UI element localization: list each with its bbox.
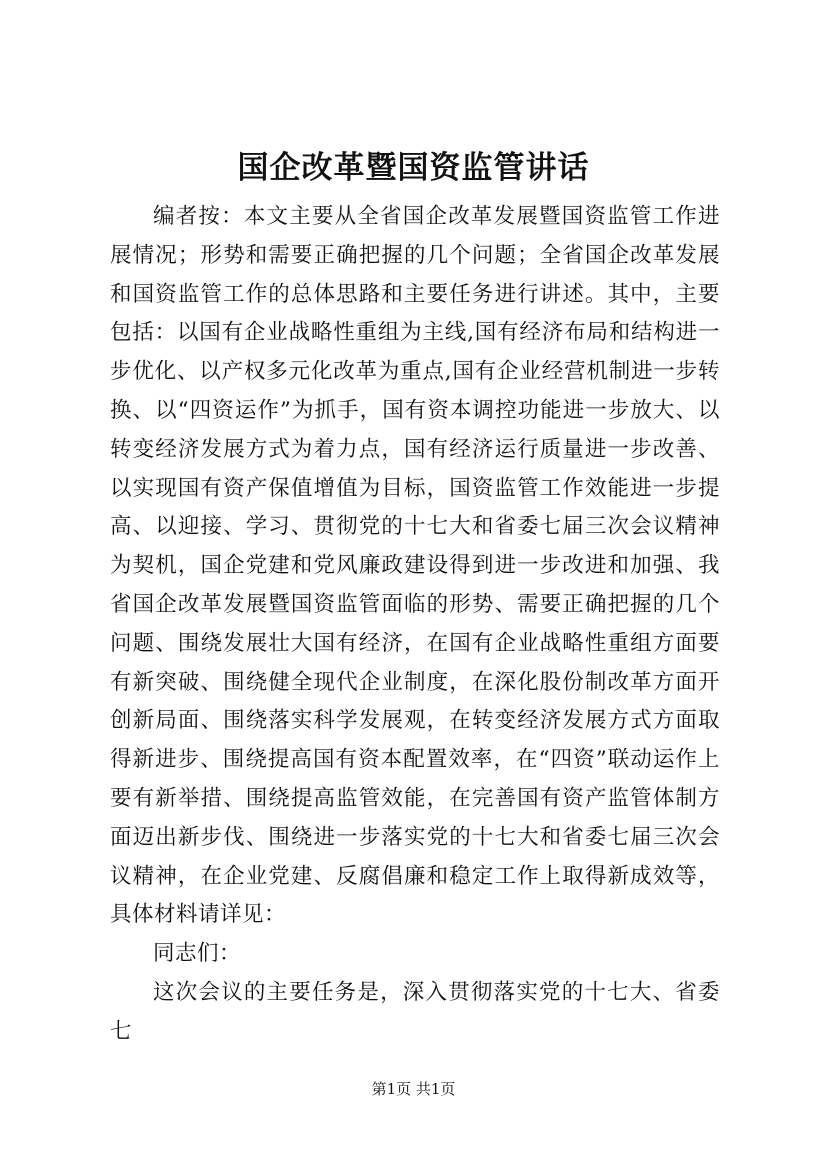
salutation-paragraph: 同志们：	[153, 941, 242, 967]
editor-note-paragraph: 编者按：本文主要从全省国企改革发展暨国资监管工作进展情况；形势和需要正确把握的几个问题；全省国企改革发展和国资监管工作的总体思路和主要任务进行讲述。其中，主要包括：以国有企业战略性重组为主线,国有经济布局和结构进一步优化、以产权多元化改革为重点,国有企业经营机制进一步转换、以“四资运作”为抓手，国有资本调控功能进一步放大、以转变经济发展方式为着力点，国有经济运行质量进一步改善、以实现国有资产保值增值为目标，国资监管工作效能进一步提高、以迎接、学习、贯彻党的十七大和省委七届三次会议精神为契机，国企党建和党风廉政建设得到进一步改进和加强、我省国企改革发展暨国资监管面临的形势、需要正确把握的几个问题、围绕发展壮大国有经济，在国有企业战略性重组方面要有新突破、围绕健全现代企业制度，在深化股份制改革方面开创新局面、围绕落实科学发展观，在转变经济发展方式方面取得新进步、围绕提高国有资本配置效率，在“四资”联动运作上要有新举措、围绕提高监管效能，在完善国有资产监管体制方面迈出新步伐、围绕进一步落实党的十七大和省委七届三次会议精神，在企业党建、反腐倡廉和稳定工作上取得新成效等，具体材料请详见：	[110, 204, 720, 928]
document-body	[110, 198, 720, 1052]
page-footer: 第1页 共1页	[371, 1080, 456, 1098]
document-title: 国企改革暨国资监管讲话	[237, 150, 590, 186]
body-paragraph: 这次会议的主要任务是，深入贯彻落实党的十七大、省委七	[110, 979, 720, 1044]
